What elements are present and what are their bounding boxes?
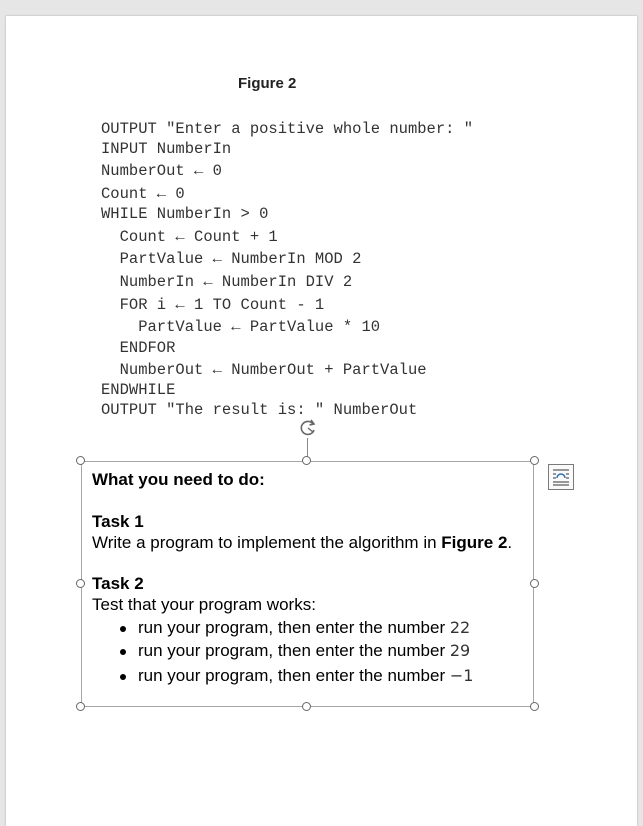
task1-figure-ref: Figure 2: [441, 533, 508, 552]
code-line: Count ← 0: [101, 185, 185, 203]
bullet-text: run your program, then enter the number: [138, 618, 450, 637]
resize-handle-right[interactable]: [530, 579, 539, 588]
rotate-handle-icon[interactable]: [298, 418, 318, 438]
resize-handle-top-left[interactable]: [76, 456, 85, 465]
resize-handle-top-right[interactable]: [530, 456, 539, 465]
task1-text-before: Write a program to implement the algorithm in: [92, 533, 442, 552]
code-line: OUTPUT "Enter a positive whole number: ": [101, 120, 474, 138]
resize-handle-bottom-right[interactable]: [530, 702, 539, 711]
bullet-number: −1: [449, 666, 474, 685]
bullet-text: run your program, then enter the number: [138, 666, 450, 685]
task2-intro: Test that your program works:: [92, 595, 316, 614]
figure-caption-text: Figure 2: [238, 75, 297, 92]
list-item: [138, 618, 470, 638]
resize-handle-bottom-left[interactable]: [76, 702, 85, 711]
code-line: INPUT NumberIn: [101, 140, 232, 158]
task1-title: Task 1: [92, 512, 144, 531]
code-line: NumberOut ← 0: [101, 162, 222, 180]
code-line: FOR i ← 1 TO Count - 1: [101, 296, 325, 314]
bullet-number: 22: [449, 618, 471, 637]
code-line: Count ← Count + 1: [101, 228, 278, 246]
resize-handle-top[interactable]: [302, 456, 311, 465]
code-line: OUTPUT "The result is: " NumberOut: [101, 401, 418, 419]
code-line: PartValue ← PartValue * 10: [101, 318, 381, 336]
code-line: NumberIn ← NumberIn DIV 2: [101, 273, 353, 291]
task1-text-after: .: [507, 533, 513, 552]
bullet-icon: [120, 649, 126, 655]
task1-text: [92, 533, 512, 553]
layout-options-button[interactable]: [548, 464, 574, 490]
list-item: [138, 666, 473, 686]
resize-handle-bottom[interactable]: [302, 702, 311, 711]
textbox-heading: What you need to do:: [92, 470, 265, 489]
code-line: ENDFOR: [101, 339, 176, 357]
resize-handle-left[interactable]: [76, 579, 85, 588]
code-line: NumberOut ← NumberOut + PartValue: [101, 361, 427, 379]
list-item: [138, 641, 470, 661]
bullet-icon: [120, 674, 126, 680]
bullet-text: run your program, then enter the number: [138, 641, 450, 660]
bullet-number: 29: [449, 641, 471, 660]
code-line: WHILE NumberIn > 0: [101, 205, 269, 223]
code-line: PartValue ← NumberIn MOD 2: [101, 250, 362, 268]
task2-title: Task 2: [92, 574, 144, 593]
bullet-icon: [120, 626, 126, 632]
layout-options-icon: [549, 465, 573, 489]
figure-caption-partial: [236, 75, 298, 97]
code-line: ENDWHILE: [101, 381, 176, 399]
